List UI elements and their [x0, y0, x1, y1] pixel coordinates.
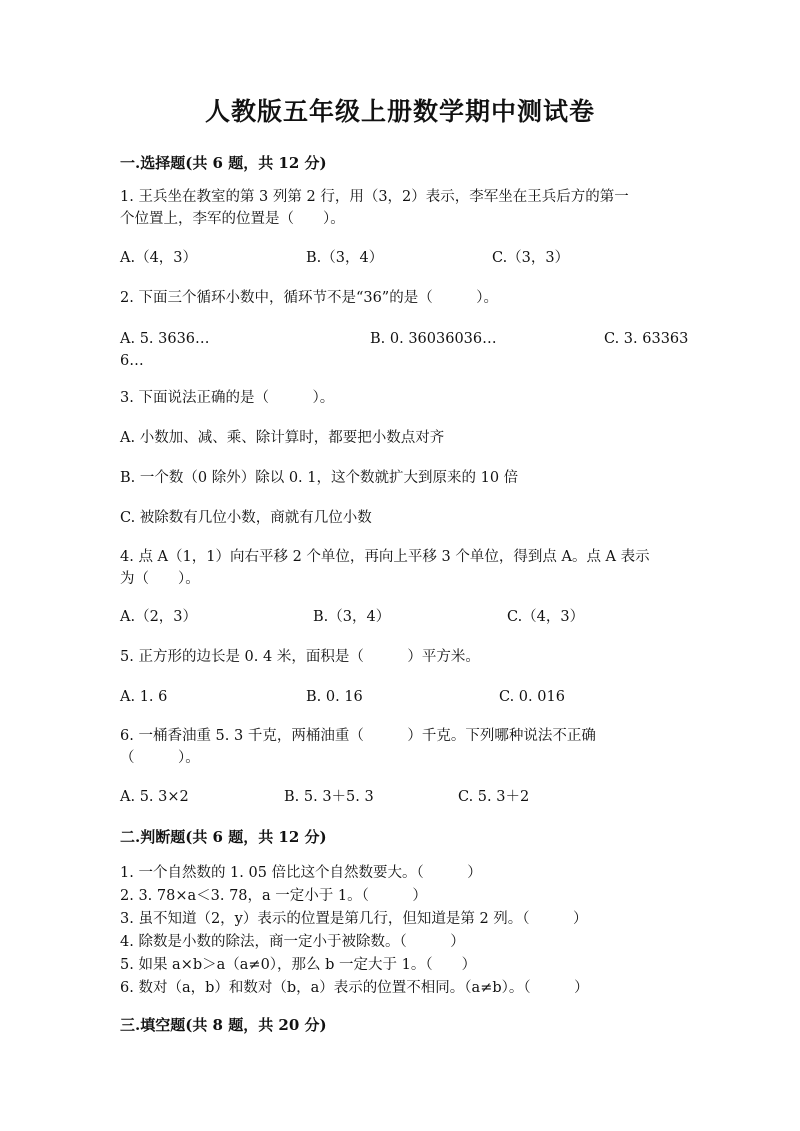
option-c: C. 0. 016: [499, 689, 565, 705]
question-6: [120, 725, 680, 769]
page-title: 人教版五年级上册数学期中测试卷: [204, 97, 595, 126]
judgement-item: 2. 3. 78×a＜3. 78，a 一定小于 1。（ ）: [120, 888, 427, 904]
question-text: 1. 王兵坐在教室的第 3 列第 2 行，用（3，2）表示，李军坐在王兵后方的第一: [120, 189, 629, 205]
question-text: （ ）。: [120, 750, 200, 766]
question-3: [120, 387, 680, 409]
question-2: [120, 287, 680, 309]
judgement-item: 5. 如果 a×b＞a（a≠0），那么 b 一定大于 1。（ ）: [120, 957, 477, 973]
option-c: C. 5. 3＋2: [458, 789, 530, 805]
question-4: [120, 546, 680, 590]
judgement-item: 1. 一个自然数的 1. 05 倍比这个自然数要大。（ ）: [120, 865, 482, 881]
judgement-item: 4. 除数是小数的除法，商一定小于被除数。（ ）: [120, 934, 465, 950]
option-b: B. 0. 16: [306, 689, 363, 705]
option-b: B. 0. 36036036…: [370, 331, 497, 347]
section-heading-judgement: 二.判断题(共 6 题，共 12 分): [120, 828, 327, 846]
option-a: A.（2，3）: [120, 609, 198, 625]
section-heading-choice: 一.选择题(共 6 题，共 12 分): [120, 154, 327, 172]
option-b: B. 5. 3＋5. 3: [284, 789, 374, 805]
question-text: 4. 点 A（1，1）向右平移 2 个单位，再向上平移 3 个单位，得到点 A。点 A 表示: [120, 549, 650, 565]
option-c: C. 3. 63363: [604, 331, 689, 347]
question-1: [120, 186, 680, 230]
option-a: A. 5. 3636…: [120, 331, 210, 347]
section-heading-fill-blank: 三.填空题(共 8 题，共 20 分): [120, 1016, 327, 1034]
option-b: B. 一个数（0 除外）除以 0. 1，这个数就扩大到原来的 10 倍: [120, 470, 519, 486]
question-text: 为（ ）。: [120, 571, 200, 587]
option-c-continued: 6…: [120, 353, 144, 369]
judgement-item: 6. 数对（a，b）和数对（b，a）表示的位置不相同。（a≠b）。（ ）: [120, 980, 589, 996]
question-text: 5. 正方形的边长是 0. 4 米，面积是（ ）平方米。: [120, 649, 480, 665]
option-b: B.（3，4）: [306, 250, 384, 266]
option-c: C.（4，3）: [507, 609, 585, 625]
question-text: 2. 下面三个循环小数中，循环节不是“36”的是（ ）。: [120, 290, 498, 306]
option-a: A.（4，3）: [120, 250, 198, 266]
option-a: A. 1. 6: [120, 689, 168, 705]
option-a: A. 小数加、减、乘、除计算时，都要把小数点对齐: [120, 430, 445, 446]
option-c: C.（3，3）: [492, 250, 570, 266]
option-a: A. 5. 3×2: [120, 789, 189, 805]
option-c: C. 被除数有几位小数，商就有几位小数: [120, 510, 372, 526]
judgement-item: 3. 虽不知道（2，y）表示的位置是第几行，但知道是第 2 列。（ ）: [120, 911, 588, 927]
question-5: [120, 646, 680, 668]
question-text: 6. 一桶香油重 5. 3 千克，两桶油重（ ）千克。下列哪种说法不正确: [120, 728, 596, 744]
option-b: B.（3，4）: [313, 609, 391, 625]
question-text: 个位置上，李军的位置是（ ）。: [120, 211, 345, 227]
question-text: 3. 下面说法正确的是（ ）。: [120, 390, 335, 406]
